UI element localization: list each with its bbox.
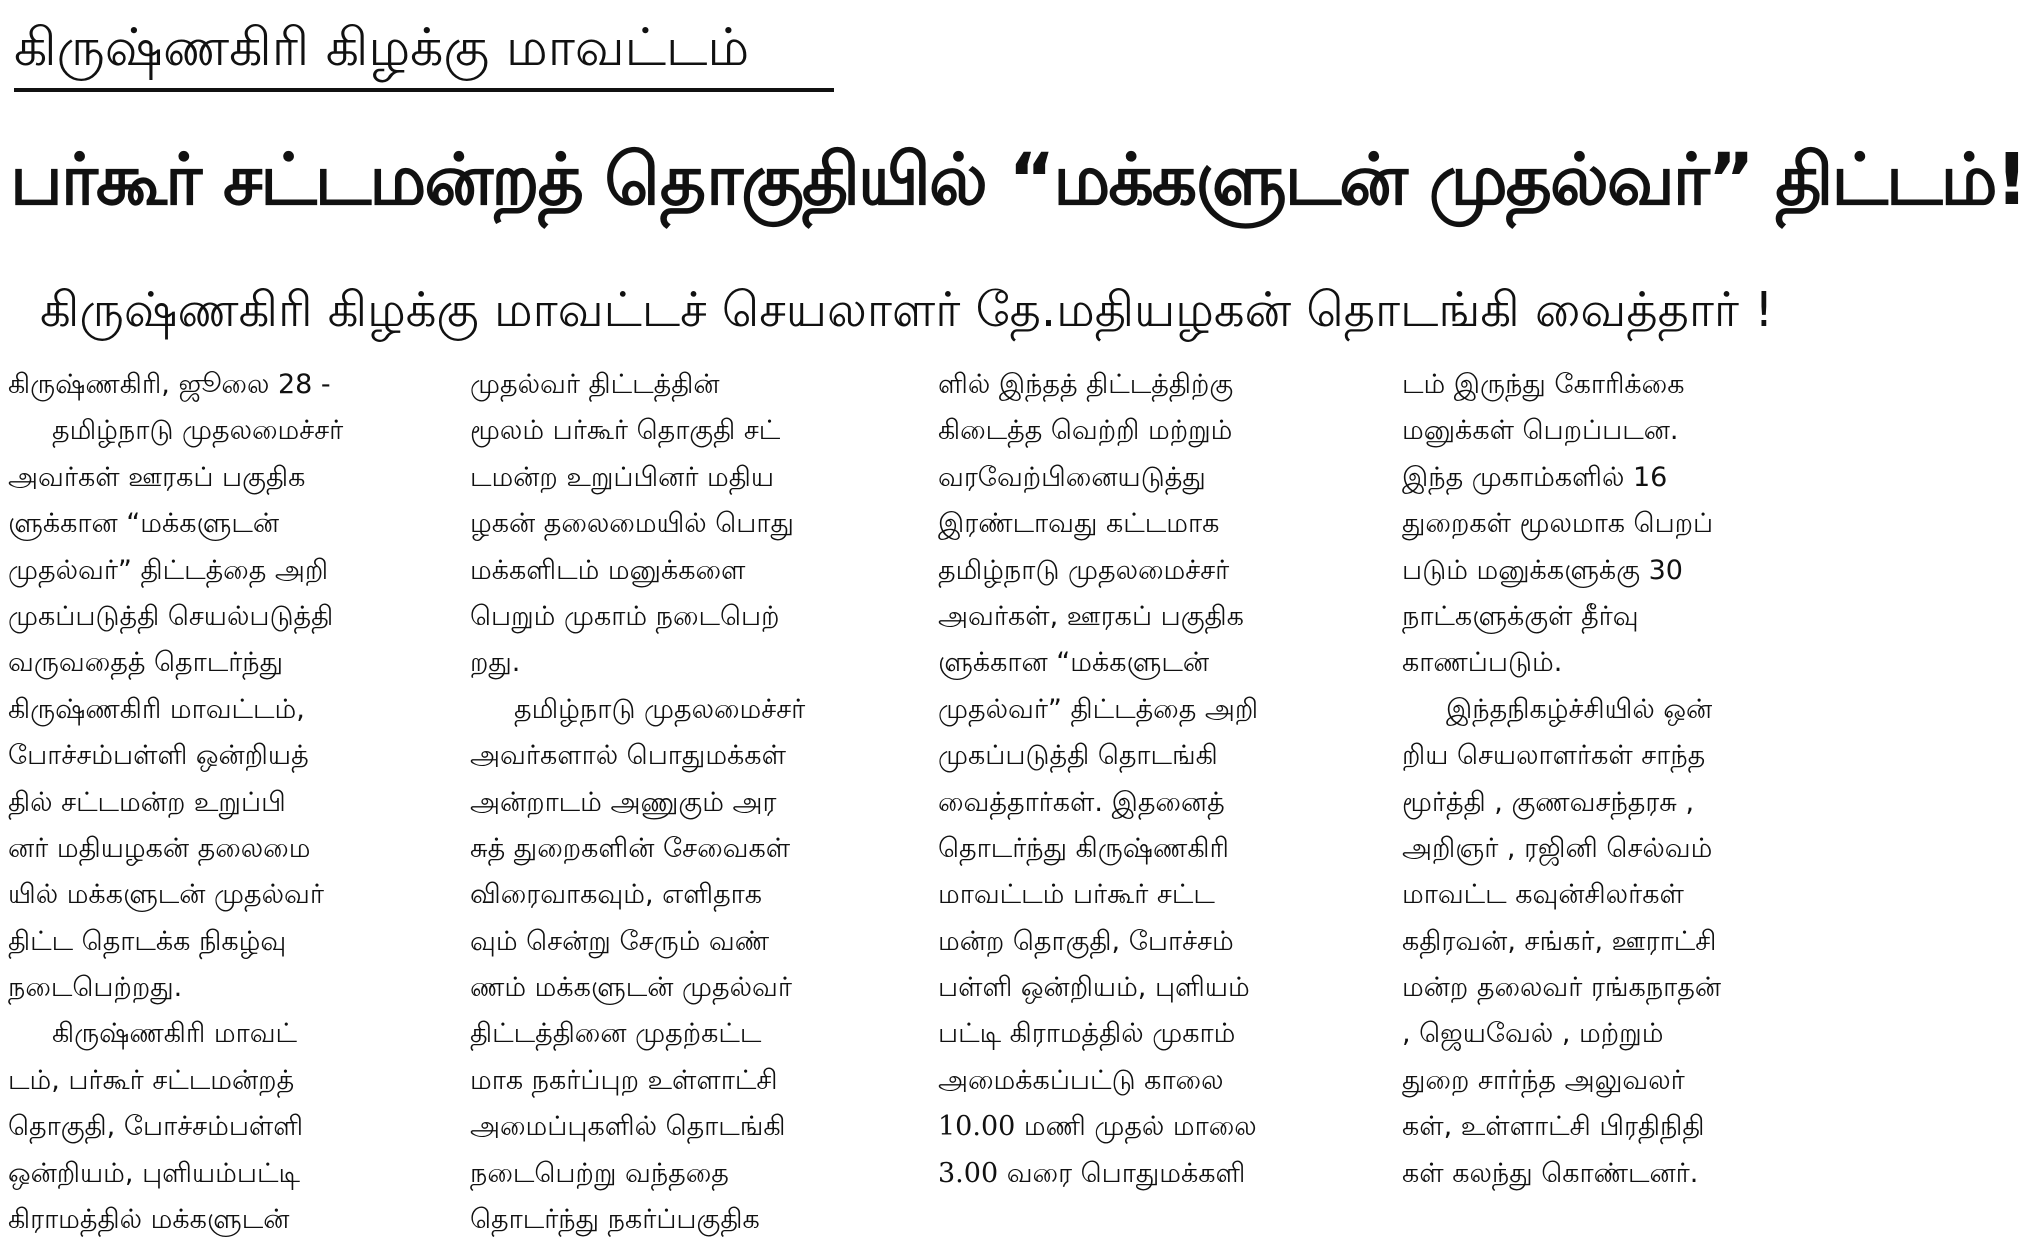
column-line: ஒன்றியம், புளியம்பட்டி bbox=[8, 1157, 300, 1189]
column-line: ளில் இந்தத் திட்டத்திற்கு bbox=[938, 369, 1234, 400]
column-line: றிய செயலாளர்கள் சாந்த bbox=[1402, 740, 1706, 772]
article-column-4 bbox=[1402, 362, 1842, 1189]
column-line: தொகுதி, போச்சம்பள்ளி bbox=[8, 1111, 304, 1143]
column-line: தில் சட்டமன்ற உறுப்பி bbox=[8, 786, 286, 818]
column-line: படும் மனுக்களுக்கு 30 bbox=[1402, 554, 1683, 586]
column-line: யில் மக்களுடன் முதல்வர் bbox=[8, 879, 324, 911]
column-line: கள் கலந்து கொண்டனர். bbox=[1402, 1157, 1699, 1189]
column-line: அன்றாடம் அணுகும் அர bbox=[470, 786, 777, 818]
column-line: முகப்படுத்தி செயல்படுத்தி bbox=[8, 600, 334, 632]
column-line: 3.00 வரை பொதுமக்களி bbox=[938, 1157, 1246, 1189]
column-line: கிருஷ்ணகிரி மாவட்டம், bbox=[8, 693, 305, 725]
column-line: ணம் மக்களுடன் முதல்வர் bbox=[470, 972, 792, 1004]
column-line: பெறும் முகாம் நடைபெற் bbox=[470, 600, 780, 632]
column-line: டம், பர்கூர் சட்டமன்றத் bbox=[8, 1064, 295, 1096]
column-line: தமிழ்நாடு முதலமைச்சர் bbox=[514, 693, 806, 725]
column-line: மனுக்கள் பெறப்படன. bbox=[1402, 415, 1679, 447]
column-line: வும் சென்று சேரும் வண் bbox=[470, 925, 770, 957]
column-line: முதல்வர்” திட்டத்தை அறி bbox=[938, 693, 1259, 725]
column-line: சுத் துறைகளின் சேவைகள் bbox=[470, 832, 791, 864]
column-line: றது. bbox=[470, 647, 521, 679]
article-column-2 bbox=[470, 362, 910, 1236]
column-line: மன்ற தொகுதி, போச்சம் bbox=[938, 925, 1234, 957]
column-line: இரண்டாவது கட்டமாக bbox=[938, 508, 1220, 540]
column-line: ளுக்கான “மக்களுடன் bbox=[8, 508, 280, 540]
column-line: அறிஞர் , ரஜினி செல்வம் bbox=[1402, 832, 1713, 864]
column-line: , ஜெயவேல் , மற்றும் bbox=[1402, 1018, 1664, 1050]
column-line: கிராமத்தில் மக்களுடன் bbox=[8, 1204, 290, 1236]
column-line: வைத்தார்கள். இதனைத் bbox=[938, 786, 1225, 818]
column-line: தொடர்ந்து நகர்ப்பகுதிக bbox=[470, 1204, 760, 1236]
column-line: மாவட்டம் பர்கூர் சட்ட bbox=[938, 879, 1215, 911]
column-line: விரைவாகவும், எளிதாக bbox=[470, 879, 763, 911]
column-line: காணப்படும். bbox=[1402, 647, 1563, 679]
column-line: அவர்களால் பொதுமக்கள் bbox=[470, 740, 786, 772]
column-line: கிருஷ்ணகிரி, ஜூலை 28 - bbox=[8, 369, 331, 400]
column-line: அமைக்கப்பட்டு காலை bbox=[938, 1064, 1224, 1096]
column-line: ழகன் தலைமையில் பொது bbox=[470, 508, 794, 540]
column-line: டம் இருந்து கோரிக்கை bbox=[1402, 369, 1685, 400]
column-line: 10.00 மணி முதல் மாலை bbox=[938, 1111, 1257, 1143]
column-line: திட்ட தொடக்க நிகழ்வு bbox=[8, 925, 287, 957]
column-line: கதிரவன், சங்கர், ஊராட்சி bbox=[1402, 925, 1717, 957]
article-body bbox=[8, 362, 1830, 1236]
column-line: மன்ற தலைவர் ரங்கநாதன் bbox=[1402, 972, 1722, 1004]
column-line: இந்தநிகழ்ச்சியில் ஒன் bbox=[1446, 693, 1713, 725]
column-line: நடைபெற்றது. bbox=[8, 972, 183, 1004]
column-line: தொடர்ந்து கிருஷ்ணகிரி bbox=[938, 832, 1229, 864]
column-line: திட்டத்தினை முதற்கட்ட bbox=[470, 1018, 762, 1050]
column-line: மக்களிடம் மனுக்களை bbox=[470, 554, 746, 586]
column-line: துறை சார்ந்த அலுவலர் bbox=[1402, 1064, 1685, 1096]
column-line: பள்ளி ஒன்றியம், புளியம் bbox=[938, 972, 1250, 1004]
column-line: வரவேற்பினையடுத்து bbox=[938, 461, 1206, 493]
column-line: நாட்களுக்குள் தீர்வு bbox=[1402, 600, 1639, 632]
column-line: அவர்கள், ஊரகப் பகுதிக bbox=[938, 600, 1244, 632]
column-line: அவர்கள் ஊரகப் பகுதிக bbox=[8, 461, 306, 493]
column-line: கிருஷ்ணகிரி மாவட் bbox=[52, 1018, 298, 1050]
subheadline: கிருஷ்ணகிரி கிழக்கு மாவட்டச் செயலாளர் தே.மதியழகன் தொடங்கி வைத்தார் ! bbox=[40, 282, 1774, 338]
section-kicker: கிருஷ்ணகிரி கிழக்கு மாவட்டம் bbox=[14, 8, 834, 92]
column-line: மூர்த்தி , குணவசந்தரசு , bbox=[1402, 786, 1695, 818]
column-line: கள், உள்ளாட்சி பிரதிநிதி bbox=[1402, 1111, 1705, 1143]
column-line: துறைகள் மூலமாக பெறப் bbox=[1402, 508, 1714, 540]
column-line: நடைபெற்று வந்ததை bbox=[470, 1157, 729, 1189]
column-line: தமிழ்நாடு முதலமைச்சர் bbox=[52, 415, 344, 447]
column-line: மூலம் பர்கூர் தொகுதி சட் bbox=[470, 415, 781, 447]
column-line: தமிழ்நாடு முதலமைச்சர் bbox=[938, 554, 1230, 586]
column-line: அமைப்புகளில் தொடங்கி bbox=[470, 1111, 786, 1143]
article-column-1 bbox=[8, 362, 448, 1236]
column-line: மாக நகர்ப்புற உள்ளாட்சி bbox=[470, 1064, 778, 1096]
column-line: ளுக்கான “மக்களுடன் bbox=[938, 647, 1210, 679]
column-line: பட்டி கிராமத்தில் முகாம் bbox=[938, 1018, 1236, 1050]
column-line: இந்த முகாம்களில் 16 bbox=[1402, 461, 1668, 493]
headline: பர்கூர் சட்டமன்றத் தொகுதியில் “மக்களுடன் முதல்வர்” திட்டம்! bbox=[10, 138, 2026, 221]
column-line: டமன்ற உறுப்பினர் மதிய bbox=[470, 461, 775, 493]
column-line: னர் மதியழகன் தலைமை bbox=[8, 832, 311, 864]
column-line: கிடைத்த வெற்றி மற்றும் bbox=[938, 415, 1233, 447]
article-column-3 bbox=[938, 362, 1378, 1189]
column-line: வருவதைத் தொடர்ந்து bbox=[8, 647, 284, 679]
column-line: முகப்படுத்தி தொடங்கி bbox=[938, 740, 1218, 772]
column-line: மாவட்ட கவுன்சிலர்கள் bbox=[1402, 879, 1684, 911]
column-line: போச்சம்பள்ளி ஒன்றியத் bbox=[8, 740, 309, 772]
column-line: முதல்வர் திட்டத்தின் bbox=[470, 369, 720, 400]
column-line: முதல்வர்” திட்டத்தை அறி bbox=[8, 554, 329, 586]
